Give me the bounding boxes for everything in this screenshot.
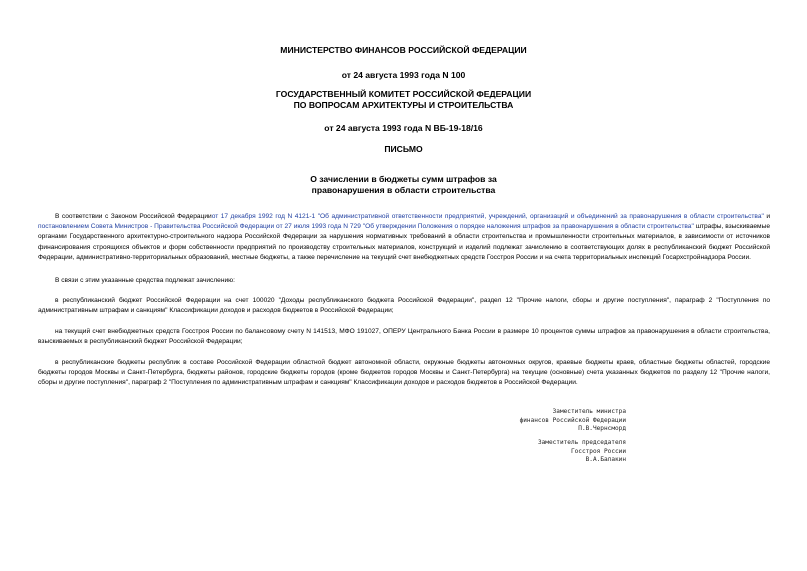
signature-finance-title: Заместитель министра: [552, 408, 626, 415]
paragraph-gosstroy-account: на текущий счет внебюджетных средств Госстроя России по балансовому счету N 141513, МФО 191027, ОПЕРУ Центрального Банка России в размере 10 процентов суммы штрафов за правонарушения в области строительства, взыскиваемых в республиканский бюджет Российской Федерации;: [38, 328, 770, 346]
resolution-link[interactable]: постановлением Совета Министров - Правительства Российской Федерации от 27 июля 1993 года N 729 "Об утверждении Положения о порядке наложения штрафов за правонарушения в области строительства": [38, 223, 694, 231]
signature-finance-name: П.В.Чернсморд: [578, 425, 626, 433]
signature-finance-ministry: [520, 408, 626, 434]
committee-heading-line2: ПО ВОПРОСАМ АРХИТЕКТУРЫ И СТРОИТЕЛЬСТВА: [293, 100, 514, 110]
signature-gosstroy-org: Госстроя России: [570, 447, 626, 455]
ministry-heading: МИНИСТЕРСТВО ФИНАНСОВ РОССИЙСКОЙ ФЕДЕРАЦИИ: [280, 45, 527, 55]
paragraph-intro: [38, 212, 770, 263]
signature-gosstroy: [538, 439, 626, 465]
paragraph-transition: В связи с этим указанные средства подлежат зачислению:: [55, 277, 235, 284]
document-type: ПИСЬМО: [384, 144, 423, 154]
paragraph-intro-text-a: В соответствии с Законом Российской Федерации: [55, 213, 212, 220]
paragraph-republic-budget: в республиканский бюджет Российской Федерации на счет 100020 "Доходы республиканского бюджета Российской Федерации", раздел 12 "Прочие налоги, сборы и другие поступления", параграф 2 "Поступления по административным штрафам и санкциям" Классификации доходов и расходов бюджетов в Российской Федерации;: [38, 297, 770, 315]
committee-date: от 24 августа 1993 года N ВБ-19-18/16: [324, 123, 483, 133]
signature-gosstroy-title: Заместитель председателя: [537, 439, 626, 446]
paragraph-intro-text-b: и: [763, 213, 770, 220]
ministry-date: от 24 августа 1993 года N 100: [341, 70, 466, 80]
subject-line2: правонарушения в области строительства: [311, 185, 496, 195]
signature-finance-org: финансов Российской Федерации: [519, 416, 626, 424]
committee-heading-line1: ГОСУДАРСТВЕННЫЙ КОМИТЕТ РОССИЙСКОЙ ФЕДЕРАЦИИ: [275, 89, 532, 99]
law-link[interactable]: от 17 декабря 1992 год N 4121-1 "Об административной ответственности предприятий, учреждений, организаций и объединений за правонарушения в области строительства": [211, 213, 764, 220]
subject-line1: О зачислении в бюджеты сумм штрафов за: [310, 174, 497, 184]
signature-gosstroy-name: В.А.Балакин: [585, 456, 626, 464]
paragraph-regional-budgets: в республиканские бюджеты республик в составе Российской Федерации областной бюджет автономной области, окружные бюджеты автономных округов, краевые бюджеты краев, областные бюджеты областей, городские бюджеты городов Москвы и Санкт-Петербурга, бюджеты районов, городские бюджеты городов (кроме бюджетов городов Москвы и Санкт-Петербурга) на текущие (основные) счета указанных бюджетов по разделу 12 "Прочие налоги, сборы и другие поступления", параграф 2 "Поступления по административным штрафам и санкциям" Классификации доходов и расходов бюджетов в Российской Федерации.: [38, 359, 770, 387]
paragraph-intro-text-c: штрафы, взыскиваемые органами Государственного архитектурно-строительного надзора Российской Федерации за нарушения нормативных требований в области строительства и промышленности строительных материалов, в зависимости от источников финансирования строящихся объектов и форм собственности предприятий по производству строительных материалов, конструкций и изделий подлежат зачислению в соответствующих долях в республиканский бюджет Российской Федерации, административно-территориальных образований, местные бюджеты, а также перечисление на текущий счет внебюджетных средств Госстроя России и на счета территориальных инспекций Госархстройнадзора России.: [38, 223, 770, 261]
